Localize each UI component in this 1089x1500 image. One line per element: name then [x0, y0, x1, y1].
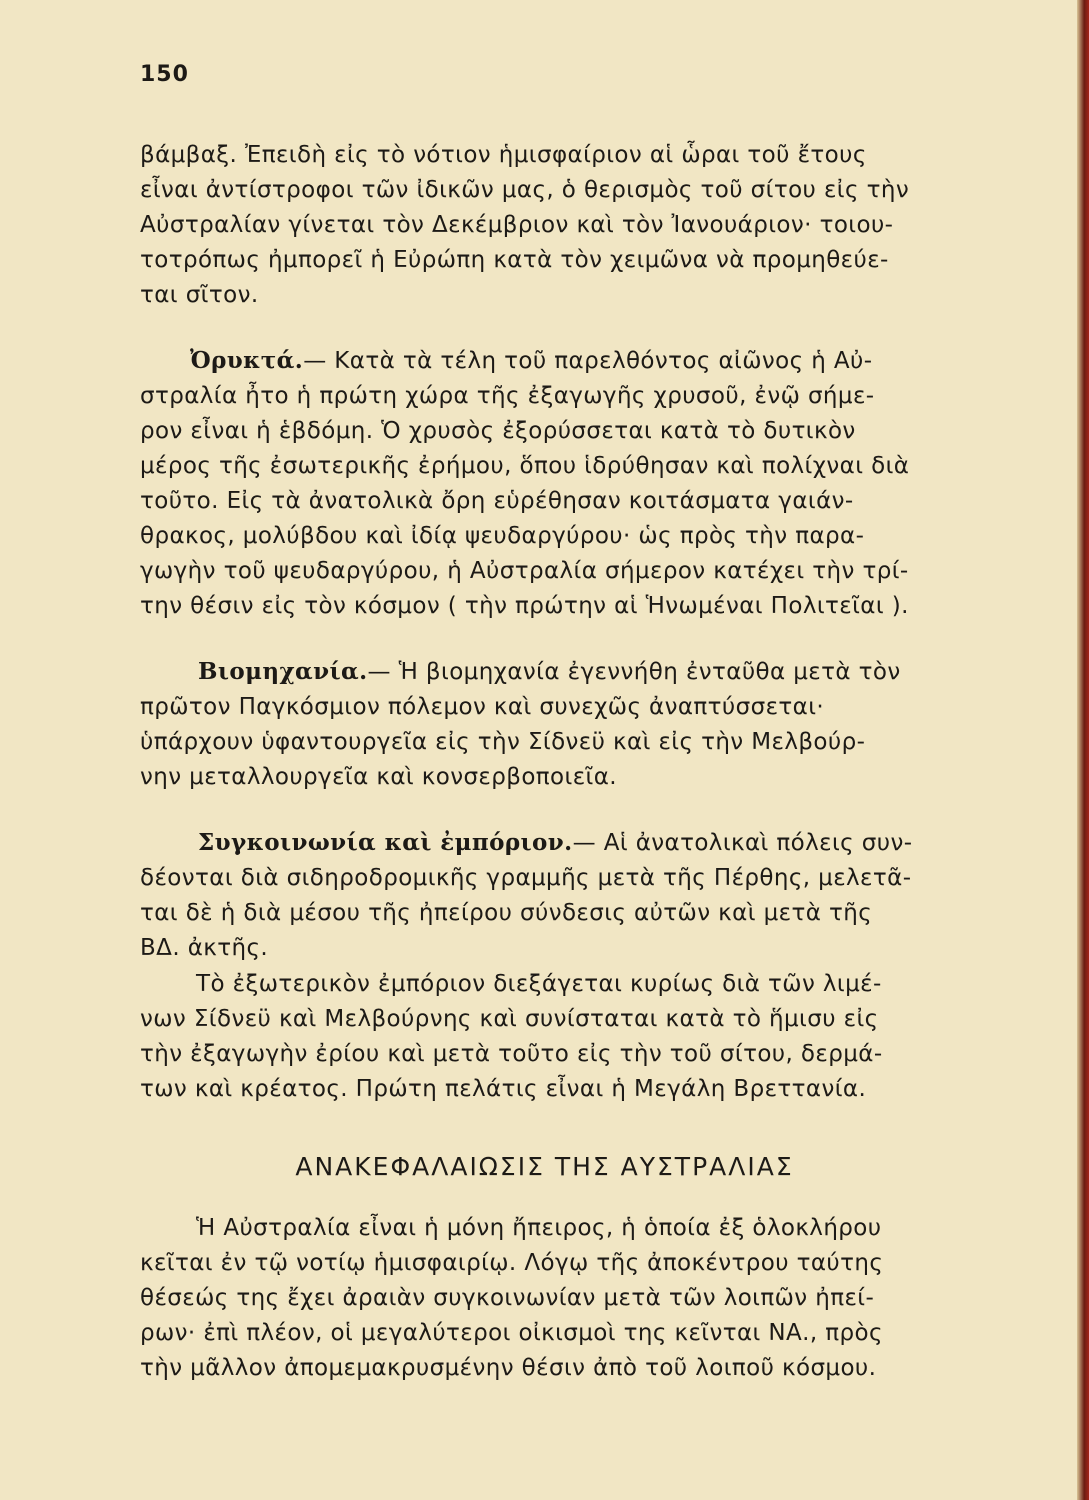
text-line: στραλία ἦτο ἡ πρώτη χώρα τῆς ἐξαγωγῆς χρυσοῦ, ἐνῷ σήμε- [140, 383, 875, 409]
text-run: — Κατὰ τὰ τέλη τοῦ παρελθόντος αἰῶνος ἡ Αὐ- [303, 348, 873, 374]
text-line: ΒΔ. ἀκτῆς. [140, 935, 269, 961]
text-line: την θέσιν εἰς τὸν κόσμον ( τὴν πρώτην αἱ Ἡνωμέναι Πολιτεῖαι ). [140, 593, 909, 619]
page-number: 150 [140, 62, 189, 87]
text-line: νην μεταλλουργεῖα καὶ κονσερβοποιεῖα. [140, 764, 617, 790]
text-line: πρῶτον Παγκόσμιον πόλεμον καὶ συνεχῶς ἀναπτύσσεται· [140, 694, 825, 720]
text-line: τοτρόπως ἠμπορεῖ ἡ Εὐρώπη κατὰ τὸν χειμῶνα νὰ προμηθεύε- [140, 247, 889, 273]
text-line: των καὶ κρέατος. Πρώτη πελάτις εἶναι ἡ Μεγάλη Βρεττανία. [140, 1076, 867, 1102]
text-line: ὑπάρχουν ὑφαντουργεῖα εἰς τὴν Σίδνεϋ καὶ εἰς τὴν Μελβούρ- [140, 729, 866, 755]
text-line: Ἡ Αὐστραλία εἶναι ἡ μόνη ἤπειρος, ἡ ὁποία ἐξ ὁλοκλήρου [196, 1215, 882, 1241]
text-line: κεῖται ἐν τῷ νοτίῳ ἡμισφαιρίῳ. Λόγῳ τῆς ἀποκέντρου ταύτης [140, 1250, 884, 1276]
text-line [198, 657, 901, 687]
text-line: τὴν ἐξαγωγὴν ἐρίου καὶ μετὰ τοῦτο εἰς τὴν τοῦ σίτου, δερμά- [140, 1041, 883, 1067]
text-line: μέρος τῆς ἐσωτερικῆς ἐρήμου, ὅπου ἱδρύθησαν καὶ πολίχναι διὰ [140, 453, 910, 479]
text-line: γωγὴν τοῦ ψευδαργύρου, ἡ Αὐστραλία σήμερον κατέχει τὴν τρί- [140, 558, 909, 584]
page-edge [1077, 0, 1089, 1500]
summary-section-title: ΑΝΑΚΕΦΑΛΑΙΩΣΙΣ ΤΗΣ ΑΥΣΤΡΑΛΙΑΣ [295, 1152, 794, 1181]
text-line: ται δὲ ἡ διὰ μέσου τῆς ἠπείρου σύνδεσις αὐτῶν καὶ μετὰ τῆς [140, 900, 873, 926]
text-line: τοῦτο. Εἰς τὰ ἀνατολικὰ ὄρη εὑρέθησαν κοιτάσματα γαιάν- [140, 488, 854, 514]
text-line: θρακος, μολύβδου καὶ ἰδίᾳ ψευδαργύρου· ὡς πρὸς τὴν παρα- [140, 523, 865, 549]
text-line [198, 828, 912, 858]
section-heading-transport-trade: Συγκοινωνία καὶ ἐμπόριον. [198, 829, 573, 856]
text-line: ρον εἶναι ἡ ἑβδόμη. Ὁ χρυσὸς ἐξορύσσεται κατὰ τὸ δυτικὸν [140, 418, 856, 444]
section-heading-minerals: Ὀρυκτά. [190, 347, 304, 374]
text-line: εἶναι ἀντίστροφοι τῶν ἰδικῶν μας, ὁ θερισμὸς τοῦ σίτου εἰς τὴν [140, 177, 910, 203]
text-line: τὴν μᾶλλον ἀπομεμακρυσμένην θέσιν ἀπὸ τοῦ λοιποῦ κόσμου. [140, 1355, 877, 1381]
text-line: θέσεώς της ἔχει ἀραιὰν συγκοινωνίαν μετὰ τῶν λοιπῶν ἠπεί- [140, 1285, 875, 1311]
text-run: — Αἱ ἀνατολικαὶ πόλεις συν- [572, 830, 913, 856]
text-line: δέονται διὰ σιδηροδρομικῆς γραμμῆς μετὰ τῆς Πέρθης, μελετᾶ- [140, 865, 912, 891]
text-line [190, 346, 872, 376]
text-line: νων Σίδνεϋ καὶ Μελβούρνης καὶ συνίσταται κατὰ τὸ ἥμισυ εἰς [140, 1006, 879, 1032]
text-line: Τὸ ἐξωτερικὸν ἐμπόριον διεξάγεται κυρίως διὰ τῶν λιμέ- [196, 971, 882, 997]
text-line: βάμβαξ. Ἐπειδὴ εἰς τὸ νότιον ἡμισφαίριον αἱ ὧραι τοῦ ἔτους [140, 142, 867, 168]
section-heading-industry: Βιομηχανία. [198, 658, 368, 685]
text-line: Αὐστραλίαν γίνεται τὸν Δεκέμβριον καὶ τὸν Ἰανουάριον· τοιου- [140, 212, 894, 238]
text-line: ρων· ἐπὶ πλέον, οἱ μεγαλύτεροι οἰκισμοὶ της κεῖνται ΝΑ., πρὸς [140, 1320, 883, 1346]
text-line: ται σῖτον. [140, 282, 259, 308]
text-run: — Ἡ βιομηχανία ἐγεννήθη ἐνταῦθα μετὰ τὸν [367, 659, 901, 685]
